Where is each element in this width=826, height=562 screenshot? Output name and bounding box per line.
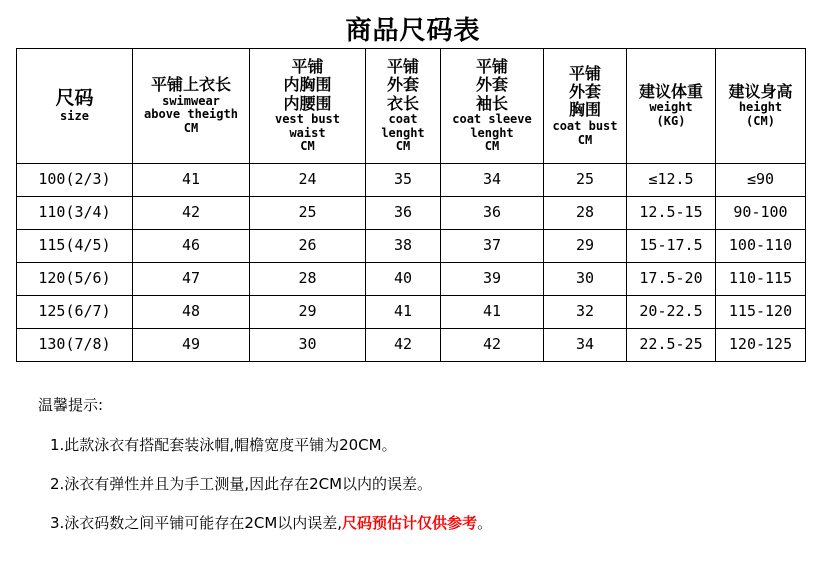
header-coat-bust: [544, 49, 627, 164]
header-sleeve-en1: coat sleeve: [452, 111, 532, 126]
cell-height: 90-100: [716, 197, 806, 230]
header-size: [17, 49, 133, 164]
cell-height: 120-125: [716, 329, 806, 362]
cell-weight: 17.5-20: [627, 263, 716, 296]
header-height-en: height: [738, 100, 783, 115]
table-row: [17, 197, 806, 230]
header-coat-length-unit: CM: [395, 139, 411, 154]
table-row: [17, 263, 806, 296]
cell-coat-bust: 32: [544, 296, 627, 329]
cell-weight: 12.5-15: [627, 197, 716, 230]
tip-item-suffix: 。: [477, 514, 493, 532]
cell-length: 42: [133, 197, 250, 230]
tip-item-text: 3.泳衣码数之间平铺可能存在2CM以内误差,: [50, 514, 343, 532]
cell-height: ≤90: [716, 164, 806, 197]
page-title: 商品尺码表: [345, 16, 481, 46]
cell-coat-length: 42: [366, 329, 441, 362]
header-sleeve-cn3: 袖长: [475, 93, 508, 113]
cell-sleeve: 37: [441, 230, 544, 263]
cell-size: 120(5/6): [17, 263, 133, 296]
header-coat-length: [366, 49, 441, 164]
cell-weight: 20-22.5: [627, 296, 716, 329]
cell-coat-bust: 34: [544, 329, 627, 362]
header-weight-cn: 建议体重: [638, 82, 703, 101]
cell-waist: 26: [250, 230, 366, 263]
cell-coat-bust: 29: [544, 230, 627, 263]
cell-length: 47: [133, 263, 250, 296]
cell-height: 100-110: [716, 230, 806, 263]
header-weight: [627, 49, 716, 164]
cell-weight: 15-17.5: [627, 230, 716, 263]
cell-coat-length: 41: [366, 296, 441, 329]
header-coat-length-cn2: 外套: [386, 75, 419, 95]
cell-waist: 28: [250, 263, 366, 296]
header-waist-unit: CM: [300, 139, 315, 154]
cell-waist: 25: [250, 197, 366, 230]
header-weight-en: weight: [649, 100, 693, 115]
cell-waist: 24: [250, 164, 366, 197]
cell-sleeve: 39: [441, 263, 544, 296]
header-length: [133, 49, 250, 164]
cell-coat-length: 38: [366, 230, 441, 263]
tip-item: [38, 513, 808, 533]
cell-sleeve: 34: [441, 164, 544, 197]
cell-size: 110(3/4): [17, 197, 133, 230]
header-coat-bust-cn1: 平铺: [568, 63, 601, 83]
header-size-cn: 尺码: [55, 87, 94, 110]
cell-length: 46: [133, 230, 250, 263]
table-header-row: [17, 49, 806, 164]
header-length-en2: above theigth: [144, 107, 238, 122]
cell-size: 130(7/8): [17, 329, 133, 362]
header-coat-bust-en1: coat bust: [552, 118, 618, 133]
cell-size: 100(2/3): [17, 164, 133, 197]
header-coat-length-cn3: 衣长: [386, 93, 419, 113]
tips-section: [38, 394, 808, 533]
cell-weight: 22.5-25: [627, 329, 716, 362]
header-sleeve-cn1: 平铺: [475, 56, 508, 76]
cell-coat-length: 40: [366, 263, 441, 296]
cell-length: 49: [133, 329, 250, 362]
tip-item-highlight: 尺码预估计仅供参考: [342, 514, 478, 532]
tips-title: 温馨提示:: [38, 396, 104, 414]
header-waist-en1: vest bust: [274, 111, 341, 126]
table-row: [17, 164, 806, 197]
header-coat-bust-cn2: 外套: [568, 82, 601, 101]
table-row: [17, 329, 806, 362]
cell-coat-length: 36: [366, 197, 441, 230]
header-sleeve-en2: lenght: [470, 125, 514, 140]
cell-waist: 29: [250, 296, 366, 329]
header-length-en1: swimwear: [162, 93, 220, 108]
header-height: [716, 49, 806, 164]
header-sleeve-cn2: 外套: [475, 75, 508, 95]
cell-waist: 30: [250, 329, 366, 362]
header-coat-bust-cn3: 胸围: [568, 100, 601, 120]
header-coat-length-cn1: 平铺: [386, 56, 419, 76]
header-waist: [250, 49, 366, 164]
cell-size: 115(4/5): [17, 230, 133, 263]
table-row: [17, 296, 806, 329]
header-sleeve-unit: CM: [484, 139, 500, 154]
cell-coat-bust: 25: [544, 164, 627, 197]
cell-sleeve: 36: [441, 197, 544, 230]
cell-height: 110-115: [716, 263, 806, 296]
header-waist-cn3: 内腰围: [283, 93, 332, 113]
header-length-cn: 平铺上衣长: [150, 75, 231, 95]
header-waist-cn2: 内胸围: [283, 75, 332, 95]
header-coat-length-en2: lenght: [381, 125, 425, 140]
cell-height: 115-120: [716, 296, 806, 329]
cell-coat-bust: 28: [544, 197, 627, 230]
header-size-en: size: [60, 109, 89, 124]
header-height-unit: (CM): [746, 114, 775, 129]
header-sleeve: [441, 49, 544, 164]
cell-coat-bust: 30: [544, 263, 627, 296]
header-length-unit: CM: [183, 121, 199, 136]
header-waist-en2: waist: [289, 125, 326, 140]
tip-item: 2.泳衣有弹性并且为手工测量,因此存在2CM以内的误差。: [50, 475, 433, 493]
size-chart-table: [16, 48, 806, 362]
cell-length: 48: [133, 296, 250, 329]
tip-item: 1.此款泳衣有搭配套装泳帽,帽檐宽度平铺为20CM。: [50, 436, 397, 454]
cell-sleeve: 42: [441, 329, 544, 362]
table-row: [17, 230, 806, 263]
cell-size: 125(6/7): [17, 296, 133, 329]
cell-length: 41: [133, 164, 250, 197]
cell-coat-length: 35: [366, 164, 441, 197]
header-weight-unit: (KG): [656, 114, 686, 129]
cell-sleeve: 41: [441, 296, 544, 329]
header-coat-length-en1: coat: [388, 111, 418, 126]
cell-weight: ≤12.5: [627, 164, 716, 197]
header-waist-cn1: 平铺: [291, 56, 324, 76]
header-coat-bust-unit: CM: [577, 132, 593, 147]
header-height-cn: 建议身高: [728, 82, 793, 101]
